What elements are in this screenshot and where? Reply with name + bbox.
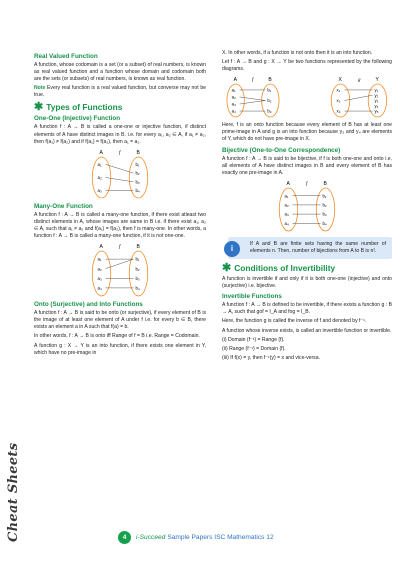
asterisk-icon: ✱ <box>222 262 232 275</box>
side-label <box>4 442 30 544</box>
codomain-element: y₁ <box>374 87 379 93</box>
real-valued-paragraph: A function, whose codomain is a set (or a subset) of real numbers, is known as real valued function and a function whose domain and codomain both are the sets (or subsets) of real numbers, is known as real function. <box>34 62 206 83</box>
codomain-element: b₂ <box>135 266 140 272</box>
types-heading-text: Types of Functions <box>46 102 123 113</box>
right-column <box>222 50 392 364</box>
set-a-label: A <box>99 244 103 251</box>
set-a-label: X <box>338 77 342 84</box>
function-label: f <box>306 181 308 187</box>
invertible-paragraph-3: A function whose inverse exists, is called an invertible function or invertible. <box>222 327 392 334</box>
bijection-note-box <box>228 237 392 259</box>
invertibility-heading <box>222 263 392 273</box>
property-3: (iii) If f(x) = y, then f⁻¹(y) = x and vice-versa. <box>222 354 320 361</box>
set-b-label: B <box>136 149 140 156</box>
domain-element: a₁ <box>97 256 102 262</box>
domain-element: a₁ <box>231 87 236 93</box>
many-one-heading: Many-One Function <box>34 202 93 210</box>
onto-paragraph-3: A function g : X → Y is an into function, if there exists one element in Y, which have no pre-image in <box>34 342 206 356</box>
domain-element: a₄ <box>284 220 289 226</box>
set-a-label: A <box>286 180 290 187</box>
set-a-oval <box>331 84 349 117</box>
page-number: 4 <box>118 531 131 544</box>
into-paragraph-2: Let f : A → B and g : X → Y be two functions represented by the following diagrams. <box>222 59 392 73</box>
domain-element: a₂ <box>284 202 289 208</box>
many-one-diagram <box>87 242 153 298</box>
codomain-element: b₃ <box>135 276 140 282</box>
one-one-diagram <box>87 148 153 200</box>
codomain-element: y₅ <box>374 108 379 114</box>
invertible-paragraph-1: A function f : A → B is defined to be invertible, if there exists a function g : B → A, such that gof = I_A and fog = I_B. <box>222 302 392 316</box>
note-text: Every real function is a real valued function, but converse may not be true. <box>34 85 206 99</box>
codomain-element: b₂ <box>267 98 272 104</box>
many-one-paragraph: A function f : A → B is called a many-one function, if there exist atleast two distinct elements in A, whose images are same in B i.e. if there exist a₁, a₂ ∈ A, such that a₁ ≠ a₂ and f(a₁) = f(a₂), then f is many-one. In other words, a function f : A → B is called a many-one function, if it is not one-one. <box>34 211 206 240</box>
codomain-element: b₃ <box>267 108 272 114</box>
codomain-element: b₃ <box>135 179 140 185</box>
codomain-element: b₄ <box>322 220 327 226</box>
function-label: f <box>252 78 254 84</box>
codomain-element: b₄ <box>135 187 140 193</box>
footer-brand: i-Succeed <box>136 534 166 541</box>
one-one-paragraph: A function f : A → B is called a one-one or injective function, if distinct elements of A have distinct images in B. i.e. for every a₁, a₂ ∈ A, if a₁ ≠ a₂, then f(a₁) ≠ f(a₂) and if f(a₁) = f(a₂), then a₁ = a₂. <box>34 124 206 145</box>
side-label-text: Cheat Sheets <box>6 442 21 542</box>
invertibility-heading-text: Conditions of Invertibility <box>234 263 336 274</box>
domain-element: a₃ <box>97 276 102 282</box>
bijection-note-text: If A and B are finite sets having the same number of elements n. Then, number of bijections from A to B is n!. <box>250 240 386 254</box>
codomain-element: y₃ <box>374 98 379 104</box>
domain-element: a₃ <box>97 187 102 193</box>
codomain-element: b₄ <box>135 285 140 291</box>
domain-element: a₄ <box>97 285 102 291</box>
real-valued-heading: Real Valued Function <box>34 53 98 60</box>
domain-element: a₁ <box>97 161 102 167</box>
domain-element: x₁ <box>336 87 341 93</box>
set-a-label: A <box>99 149 103 156</box>
onto-diagram <box>222 75 284 119</box>
domain-element: a₃ <box>284 211 289 217</box>
note-label: Note <box>34 85 46 92</box>
info-icon: i <box>224 241 240 257</box>
footer <box>118 531 274 544</box>
into-paragraph-1: X. In other words, if a function is not onto then it is an into function. <box>222 50 373 56</box>
onto-paragraph-2: In other words, f : A → B is onto iff Range of f = B i.e. Range = Codomain. <box>34 333 200 340</box>
onto-into-diagrams <box>222 75 392 119</box>
function-label: g <box>358 78 361 84</box>
domain-element: a₂ <box>97 174 102 180</box>
codomain-element: b₁ <box>322 193 327 199</box>
bijective-paragraph: A function f : A → B is said to be bijective, if f is both one-one and onto i.e. all elements of A have distinct images in B and every element of B has exactly one pre-image in A. <box>222 155 392 176</box>
codomain-element: b₁ <box>135 161 140 167</box>
domain-element: a₂ <box>231 94 236 100</box>
onto-paragraph-1: A function f : A → B is said to be onto (or surjective), if every element of B is the image of at least one element of A under f i.e. for every b ∈ B, there exists an element a in A such that f(a) = b. <box>34 310 206 331</box>
real-valued-note <box>34 85 206 99</box>
footer-title: Sample Papers ISC Mathematics 12 <box>167 534 274 541</box>
function-label: f <box>119 245 121 251</box>
invertibility-paragraph: A function is invertible if and only if it is both one-one (injective) and onto (surjective) i.e. bijective. <box>222 276 392 290</box>
domain-element: a₃ <box>231 101 236 107</box>
codomain-element: b₁ <box>267 87 272 93</box>
onto-heading: Onto (Surjective) and Into Functions <box>34 301 143 309</box>
invertible-paragraph-2: Here, the function g is called the inverse of f and denoted by f⁻¹. <box>222 318 367 325</box>
bijective-heading: Bijective (One-to-One Correspondence) <box>222 146 341 154</box>
codomain-element: y₄ <box>374 103 379 109</box>
set-b-label: B <box>268 77 272 84</box>
set-b-label: B <box>323 180 327 187</box>
domain-element: x₃ <box>336 108 341 114</box>
domain-element: a₁ <box>284 193 289 199</box>
codomain-element: b₁ <box>135 256 140 262</box>
codomain-element: y₂ <box>374 93 379 99</box>
into-diagram <box>326 75 392 119</box>
asterisk-icon: ✱ <box>34 101 44 114</box>
codomain-element: b₃ <box>322 211 327 217</box>
invertible-functions-heading: Invertible Functions <box>222 293 282 301</box>
property-1: (i) Domain (f⁻¹) = Range (f). <box>222 336 285 343</box>
domain-element: a₄ <box>231 108 236 114</box>
codomain-element: b₂ <box>135 170 140 176</box>
one-one-heading: One-One (Injective) Function <box>34 115 121 123</box>
set-b-label: Y <box>375 77 379 84</box>
types-heading <box>34 102 206 112</box>
domain-element: a₂ <box>97 266 102 272</box>
function-label: f <box>119 150 121 156</box>
property-2: (ii) Range (f⁻¹) = Domain (f). <box>222 345 286 352</box>
set-a-label: A <box>233 77 237 84</box>
set-b-label: B <box>136 244 140 251</box>
domain-element: x₂ <box>336 98 341 104</box>
codomain-element: b₂ <box>322 202 327 208</box>
left-column <box>34 50 206 359</box>
into-paragraph-3: Here, f is an onto function because every element of B has at least one prime-image in A and g is an into function because y₃ and y₄ are elements of Y, which do not have pre-image in X. <box>222 122 392 143</box>
bijective-diagram <box>274 179 340 233</box>
